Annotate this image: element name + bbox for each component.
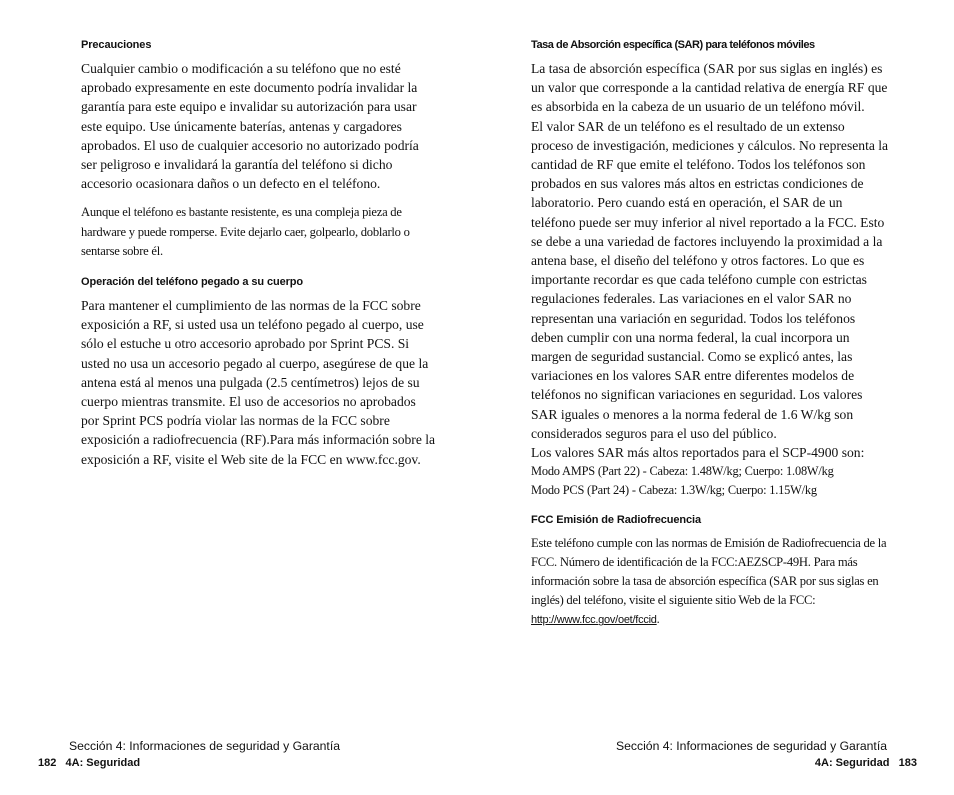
precautions-paragraph: Cualquier cambio o modificación a su teléfono que no esté aprobado expresamente en este documento podría invalidar la garantía para este equipo e invalidar su autorización para usar este equipo. Use únicamente baterías, antenas y cargadores aprobados. El uso de cualquier accesorio no autorizado podría ser peligroso e invalidará la garantía del teléfono si dicho accesorio ocasionara daños o un defecto en el teléfono.: [81, 61, 419, 192]
fcc-emission-text: Este teléfono cumple con las normas de Emisión de Radiofrecuencia de la FCC. Número de identificación de la FCC:AEZSCP-49H. Para más información sobre la tasa de absorción específica (SAR por sus siglas en inglés) del teléfono, visite el siguiente sitio Web de la FCC:: [531, 535, 887, 608]
fcc-emission-paragraph: [531, 534, 889, 631]
left-footer-page: [38, 757, 140, 769]
precautions-heading: Precauciones: [81, 39, 152, 51]
sar-heading: Tasa de Absorción específica (SAR) para teléfonos móviles: [531, 39, 815, 51]
left-page-column: [81, 38, 437, 479]
sar-detail-paragraph: El valor SAR de un teléfono es el resultado de un extenso proceso de investigación, mediciones y cálculos. No representa la cantidad de RF que emite el teléfono. Todos los teléfonos son probados en sus valores más altos en estrictas condiciones de laboratorio. Pero cuando está en operación, el SAR de un teléfono puede ser muy inferior al nivel reportado a la FCC. Esto se debe a una variedad de factores incluyendo la proximidad a la antena base, el diseño del teléfono y otros factores. Lo que es importante recordar es que cada teléfono cumple con estrictas regulaciones federales. Las variaciones en el valor SAR no representan una variación en seguridad. Todos los teléfonos deben cumplir con una norma federal, la cual incorpora un margen de seguridad sustancial. Como se explicó antes, las variaciones en los valores SAR entre diferentes modelos de teléfonos no significan variaciones en seguridad. Los valores SAR iguales o menores a la norma federal de 1.6 W/kg son considerados seguros para el uso del público.: [531, 118, 889, 441]
sar-pcs-value: Modo PCS (Part 24) - Cabeza: 1.3W/kg; Cuerpo: 1.15W/kg: [531, 483, 817, 498]
hardware-paragraph: Aunque el teléfono es bastante resistente, es una compleja pieza de hardware y puede romperse. Evite dejarlo caer, golpearlo, doblarlo o sentarse sobre él.: [81, 205, 410, 258]
right-tab-label: 4A: Seguridad: [814, 757, 890, 769]
left-footer-section: Sección 4: Informaciones de seguridad y Garantía: [69, 739, 340, 753]
link-period: .: [656, 612, 660, 627]
right-footer-section: Sección 4: Informaciones de seguridad y Garantía: [616, 739, 887, 753]
fcc-id-link[interactable]: http://www.fcc.gov/oet/fccid: [531, 614, 657, 627]
body-worn-paragraph: Para mantener el cumplimiento de las normas de la FCC sobre exposición a RF, si usted usa un teléfono pegado al cuerpo, use sólo el estuche u otro accesorio aprobado por Sprint PCS. Si usted no usa un accesorio pegado al cuerpo, asegúrese de que la antena está al menos una pulgada (2.5 centímetros) lejos de su cuerpo mientras transmite. El uso de accesorios no aprobados por Sprint PCS podría violar las normas de la FCC sobre exposición a radiofrecuencia (RF).Para más información sobre la exposición a RF, visite el Web site de la FCC en www.fcc.gov.: [81, 298, 436, 467]
sar-values-intro: Los valores SAR más altos reportados para el SCP-4900 son:: [531, 445, 865, 461]
right-footer-page: [815, 757, 917, 769]
body-worn-heading: Operación del teléfono pegado a su cuerpo: [81, 276, 304, 289]
sar-amps-value: Modo AMPS (Part 22) - Cabeza: 1.48W/kg; Cuerpo: 1.08W/kg: [531, 464, 834, 479]
fcc-emission-heading: FCC Emisión de Radiofrecuencia: [531, 513, 701, 526]
left-page-number: 182: [38, 757, 57, 769]
left-tab-label: 4A: Seguridad: [65, 757, 141, 769]
right-page-column: [531, 38, 889, 631]
right-page-number: 183: [898, 757, 917, 769]
sar-intro-paragraph: La tasa de absorción específica (SAR por sus siglas en inglés) es un valor que corresponde a la cantidad relativa de energía RF que es absorbida en la cabeza de un usuario de un teléfono móvil.: [531, 61, 888, 115]
